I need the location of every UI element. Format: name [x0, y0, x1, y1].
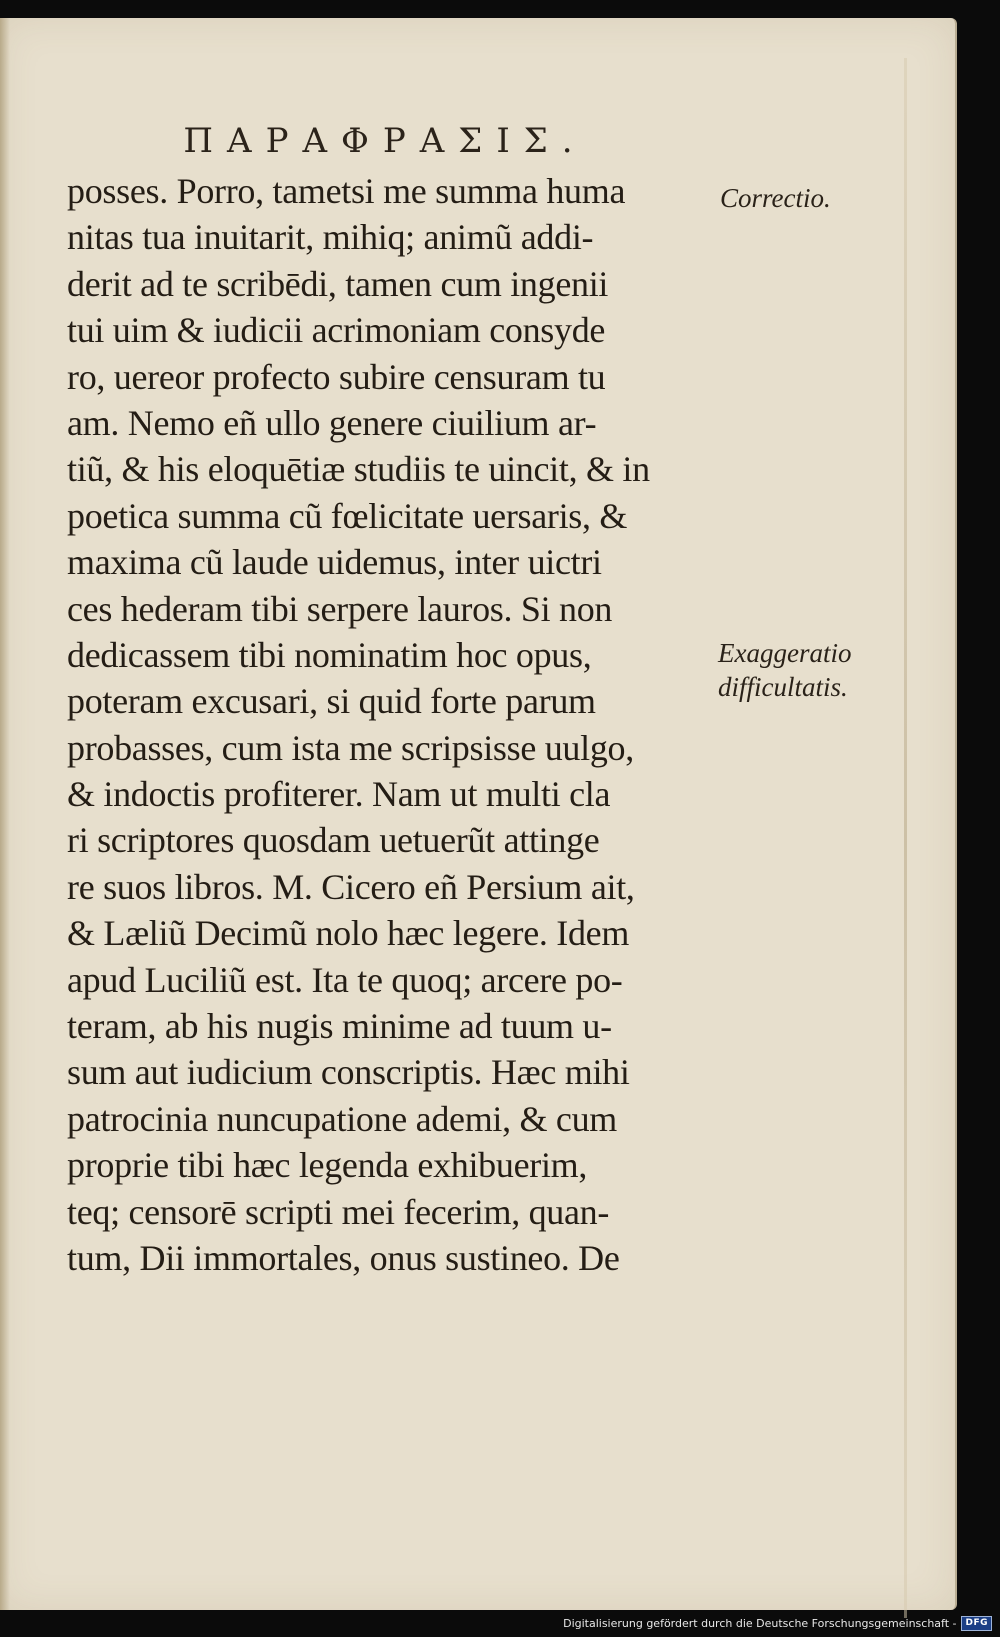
text-line: probasses, cum ista me scripsisse uulgo,: [67, 727, 634, 768]
digitization-footer: [563, 1613, 992, 1633]
text-line: teram, ab his nugis minime ad tuum u-: [67, 1006, 612, 1047]
text-line: teq; censorē scripti mei fecerim, quan-: [67, 1191, 610, 1232]
body-text: [67, 168, 712, 1281]
text-line: sum aut iudicium conscriptis. Hæc mihi: [67, 1052, 630, 1093]
text-line: am. Nemo eñ ullo genere ciuilium ar-: [67, 402, 597, 443]
marginal-note-text: Correctio.: [720, 183, 831, 213]
text-line: tum, Dii immortales, onus sustineo. De: [67, 1237, 620, 1278]
text-line: proprie tibi hæc legenda exhibuerim,: [67, 1145, 588, 1186]
text-line: & Læliũ Decimũ nolo hæc legere. Idem: [67, 913, 630, 954]
text-line: ri scriptores quosdam uetuerũt attinge: [67, 820, 600, 861]
text-line: nitas tua inuitarit, mihiq; animũ addi-: [67, 217, 594, 258]
text-line: posses. Porro, tametsi me summa huma: [67, 171, 626, 211]
text-line: maxima cũ laude uidemus, inter uictri: [67, 542, 602, 583]
text-line: ro, uereor profecto subire censuram tu: [67, 356, 606, 397]
text-line: tui uim & iudicii acrimoniam consyde: [67, 310, 606, 351]
text-line: & indoctis profiterer. Nam ut multi cla: [67, 774, 611, 815]
text-line: tiũ, & his eloquētiæ studiis te uincit, & in: [67, 449, 650, 490]
funding-credit: Digitalisierung gefördert durch die Deutsche Forschungsgemeinschaft -: [563, 1616, 957, 1630]
paper-page: [0, 18, 957, 1610]
marginal-note-correctio: [720, 181, 831, 215]
marginal-note-exaggeratio: [718, 636, 851, 704]
text-line: poteram excusari, si quid forte parum: [67, 681, 596, 722]
text-line: patrocinia nuncupatione ademi, & cum: [67, 1098, 618, 1139]
text-line: dedicassem tibi nominatim hoc opus,: [67, 634, 592, 675]
text-line: apud Luciliũ est. Ita te quoq; arcere po-: [67, 959, 623, 1000]
text-line: poetica summa cũ fœlicitate uersaris, &: [67, 495, 628, 536]
page-edge-shadow: [904, 58, 907, 1618]
dfg-logo-icon: DFG: [961, 1616, 992, 1631]
marginal-note-text: Exaggeratio: [718, 638, 852, 668]
text-line: ces hederam tibi serpere lauros. Si non: [67, 588, 613, 629]
running-head: ΠΑΡΑΦΡΑΣΙΣ.: [183, 121, 587, 161]
text-line: derit ad te scribēdi, tamen cum ingenii: [67, 263, 609, 304]
marginal-note-text: difficultatis.: [718, 672, 848, 702]
text-line: re suos libros. M. Cicero eñ Persium ait,: [67, 866, 635, 907]
